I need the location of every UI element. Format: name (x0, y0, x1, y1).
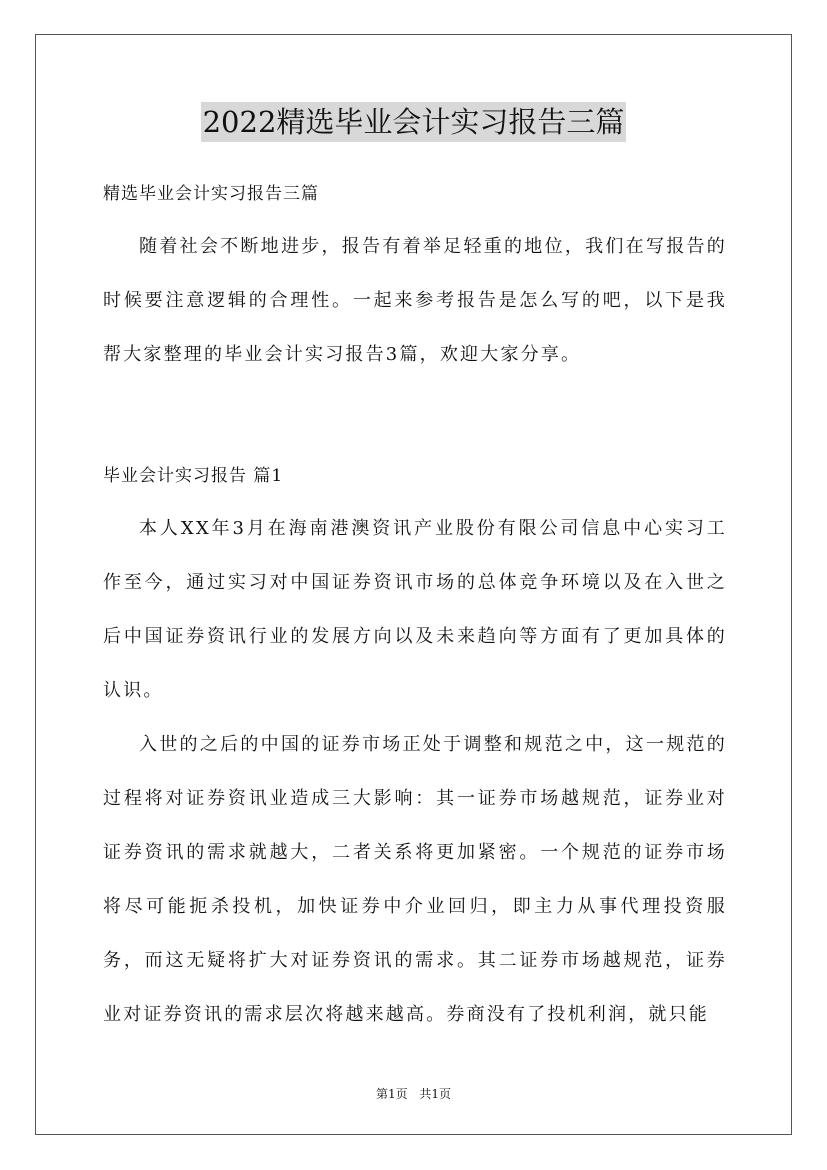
body-paragraph-1: 本人XX年3月在海南港澳资讯产业股份有限公司信息中心实习工作至今，通过实习对中国证券资讯市场的总体竞争环境以及在入世之后中国证券资讯行业的发展方向以及未来趋向等方面有了更加具体的认识。 (103, 518, 727, 701)
section-heading: 毕业会计实习报告 篇1 (103, 466, 284, 486)
document-title (0, 102, 827, 142)
body-paragraph-2: 入世的之后的中国的证券市场正处于调整和规范之中，这一规范的过程将对证券资讯业造成三大影响：其一证券市场越规范，证券业对证券资讯的需求就越大，二者关系将更加紧密。一个规范的证券市场将尽可能扼杀投机，加快证券中介业回归，即主力从事代理投资服务，而这无疑将扩大对证券资讯的需求。其二证券市场越规范，证券业对证券资讯的需求层次将越来越高。券商没有了投机利润，就只能 (103, 734, 727, 1025)
page-total: 共1页 (419, 1087, 452, 1101)
document-title-text: 2022精选毕业会计实习报告三篇 (201, 102, 627, 142)
intro-paragraph: 随着社会不断地进步，报告有着举足轻重的地位，我们在写报告的时候要注意逻辑的合理性。一起来参考报告是怎么写的吧，以下是我帮大家整理的毕业会计实习报告3篇，欢迎大家分享。 (103, 236, 727, 365)
document-subtitle: 精选毕业会计实习报告三篇 (103, 184, 319, 204)
page-number: 第1页 (375, 1087, 408, 1101)
document-body (103, 176, 727, 1042)
page-footer (0, 1085, 827, 1102)
